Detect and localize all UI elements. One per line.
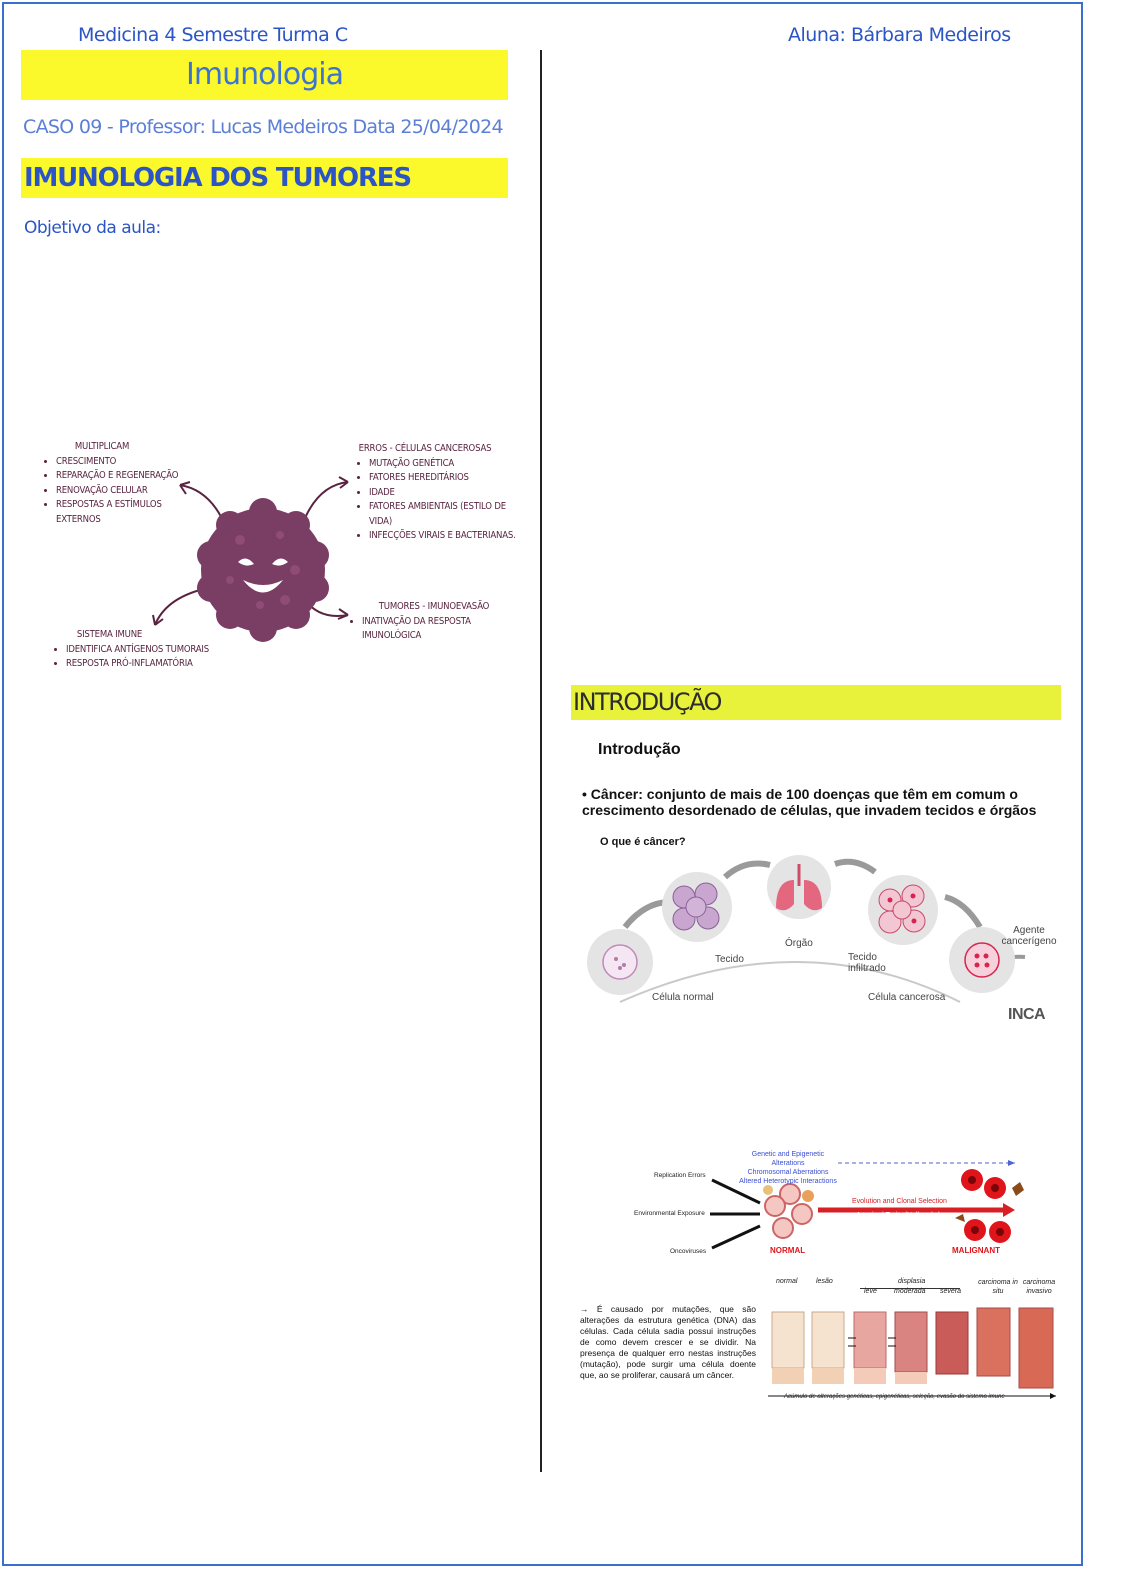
list-item: • INATIVAÇÃO DA RESPOSTA IMUNOLÓGICA <box>362 615 520 644</box>
branch-sistema <box>52 628 212 672</box>
student-name: Aluna: Bárbara Medeiros <box>788 24 1011 46</box>
label-evolution: Evolution and Clonal Selection <box>852 1198 947 1205</box>
label-environmental: Environmental Exposure <box>634 1210 705 1217</box>
label-normal-state: NORMAL <box>770 1246 806 1255</box>
section-highlight <box>21 158 508 198</box>
column-divider <box>540 50 542 1472</box>
stage-normal: normal <box>776 1278 798 1285</box>
list-item: • RENOVAÇÃO CELULAR <box>56 484 202 499</box>
intro-highlight <box>571 685 1061 720</box>
objective-label: Objetivo da aula: <box>24 218 161 238</box>
case-line: CASO 09 - Professor: Lucas Medeiros Data 25/04/2024 <box>23 116 503 138</box>
label-oncoviruses: Oncoviruses <box>670 1248 707 1255</box>
section-title: IMUNOLOGIA DOS TUMORES <box>24 163 411 193</box>
branch-erros <box>355 442 525 544</box>
stage-displasia: displasia <box>898 1278 926 1285</box>
label-tecido: Tecido <box>715 954 744 965</box>
branch-title: TUMORES - IMUNOEVASÃO <box>378 601 490 612</box>
stage-invasivo: carcinoma invasivo <box>1022 1279 1056 1295</box>
label-normal: Célula normal <box>652 992 714 1003</box>
list-item: • REPARAÇÃO E REGENERAÇÃO <box>56 469 202 484</box>
inca-logo: INCA <box>1008 1006 1046 1023</box>
label-chromosomal: Chromosomal Aberrations <box>747 1169 829 1176</box>
tumor-mindmap <box>30 430 520 680</box>
tissue-icon <box>662 872 732 942</box>
branch-title: ERROS - CÉLULAS CANCEROSAS <box>358 443 492 454</box>
branch-tumores <box>348 600 520 644</box>
intro-bullet: • Câncer: conjunto de mais de 100 doenças que têm em comum o crescimento desordenado de células, que invadem tecidos e órgãos <box>582 786 1037 818</box>
intro-section-title: INTRODUÇÃO <box>573 688 721 716</box>
cancer-cell-icon <box>197 498 329 642</box>
stage-leve: leve <box>864 1288 877 1295</box>
label-genetic: Genetic and Epigenetic Alterations <box>751 1151 825 1167</box>
infiltrated-tissue-icon <box>868 875 938 945</box>
list-item: • CRESCIMENTO <box>56 455 202 470</box>
dysplasia-figure <box>578 1276 1060 1406</box>
malignant-cells-icon <box>955 1169 1024 1243</box>
branch-title: MULTIPLICAM <box>74 441 130 452</box>
mutation-paragraph: → É causado por mutações, que são alterações da estrutura genética (DNA) das células. Cada célula sadia possui instruções de como devem crescer e se dividir. Na presença de qualquer erro nestas instruções (mutação), pode surgir uma célula doente que, ao se proliferar, causará um câncer. <box>580 1304 756 1380</box>
intro-heading: Introdução <box>598 741 681 758</box>
label-infiltrado: Tecido infiltrado <box>848 952 886 974</box>
title-highlight <box>21 50 508 100</box>
normal-malignant-figure <box>620 1148 1040 1260</box>
normal-cells-icon <box>763 1184 814 1238</box>
normal-cell-icon <box>587 929 653 995</box>
list-item: • RESPOSTA PRÓ-INFLAMATÓRIA <box>66 657 212 672</box>
list-item: • MUTAÇÃO GENÉTICA <box>369 457 525 472</box>
label-replication: Replication Errors <box>654 1172 706 1179</box>
stage-severa: severa <box>940 1288 962 1295</box>
page-title: Imunologia <box>186 57 343 92</box>
stage-moderada: moderada <box>894 1288 926 1295</box>
list-item: • FATORES AMBIENTAIS (ESTILO DE VIDA) <box>369 500 525 529</box>
label-heterotypic: Altered Heterotypic Interactions <box>739 1178 837 1185</box>
figure-question: O que é câncer? <box>600 836 686 848</box>
branch-multiplica <box>42 440 202 527</box>
stage-in-situ: carcinoma in situ <box>978 1279 1018 1295</box>
list-item: • FATORES HEREDITÁRIOS <box>369 471 525 486</box>
stage-lesao: lesão <box>816 1278 833 1285</box>
list-item: • IDENTIFICA ANTÍGENOS TUMORAIS <box>66 643 212 658</box>
cancer-progression-figure <box>580 832 1060 1032</box>
label-agente: Agente cancerígeno <box>1001 925 1057 947</box>
histology-panels <box>768 1304 1060 1406</box>
axis-caption: Acúmulo de alterações genéticas, epigenéticas, seleção, evasão do sistema imune <box>784 1394 1005 1400</box>
list-item: • INFECÇÕES VIRAIS E BACTERIANAS. <box>369 529 525 544</box>
label-malignant-state: MALIGNANT <box>952 1246 1000 1255</box>
list-item: • IDADE <box>369 486 525 501</box>
label-acquired: Acquired Traits (Hallmarks) <box>856 1212 941 1219</box>
label-orgao: Órgão <box>785 938 813 949</box>
course-header: Medicina 4 Semestre Turma C <box>78 24 348 46</box>
label-cancerosa: Célula cancerosa <box>868 992 946 1003</box>
top-labels <box>738 1150 838 1186</box>
lungs-icon <box>767 855 831 919</box>
list-item: • RESPOSTAS A ESTÍMULOS EXTERNOS <box>56 498 202 527</box>
branch-title: SISTEMA IMUNE <box>76 629 143 640</box>
